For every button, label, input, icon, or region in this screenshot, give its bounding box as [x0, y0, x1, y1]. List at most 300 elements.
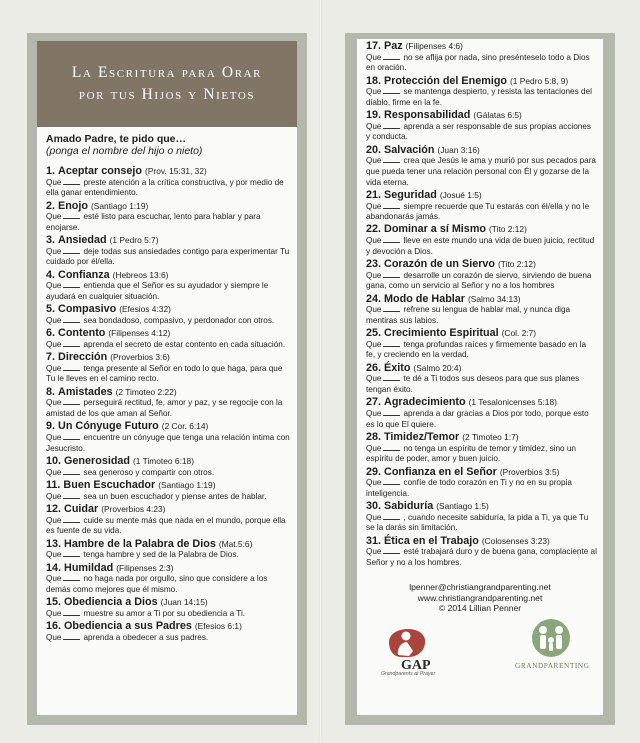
prayer-item-title: Amistades: [58, 385, 113, 398]
prayer-item-number: 6.: [46, 327, 56, 340]
prayer-item-body: [46, 633, 291, 644]
prayer-item-reference: (Col. 2:7): [501, 328, 537, 339]
logos-row: [357, 618, 603, 684]
copyright: © 2014 Lillian Penner: [438, 603, 522, 614]
prayer-item: [46, 562, 291, 596]
prayer-item-text: muestre su amor a Ti por su obediencia a Ti.: [83, 608, 246, 618]
prayer-item-title: Sabiduría: [384, 500, 434, 513]
prayer-item-text: siempre recuerde que Tu estarás con él/ella y no le abandonarás jamás.: [366, 201, 590, 222]
prayer-item-text: confíe de todo corazón en Ti y no en su propia inteligencia.: [366, 478, 572, 498]
prayer-item-body: [46, 247, 291, 268]
prayer-item-reference: (Juan 3:16): [437, 144, 480, 155]
prayer-item-heading: [46, 562, 291, 575]
prayer-item-text: aprenda a obedecer a sus padres.: [83, 632, 209, 642]
que-label: Que: [366, 52, 382, 62]
prayer-item-reference: (2 Cor. 6:14): [161, 421, 209, 432]
prayer-item-title: Confianza en el Señor: [384, 465, 497, 478]
card-fold: [319, 0, 322, 743]
right-panel: [345, 33, 615, 725]
title-banner: [37, 41, 297, 127]
que-label: Que: [366, 236, 382, 246]
prayer-item-number: 4.: [46, 268, 56, 281]
name-blank: [383, 127, 400, 129]
contact-block: [357, 582, 603, 613]
que-label: Que: [46, 491, 62, 501]
que-label: Que: [46, 315, 62, 325]
prayer-item-body: [46, 316, 291, 327]
prayer-item-number: 31.: [366, 534, 382, 547]
name-blank: [63, 521, 80, 523]
prayer-item-heading: [46, 620, 291, 633]
prayer-item-body: [46, 340, 291, 351]
prayer-item-number: 25.: [366, 327, 382, 340]
prayer-item-text: preste atención a la crítica constructiva, y por medio de ella ganar entendimiento.: [46, 177, 284, 198]
prayer-item-title: Buen Escuchador: [63, 479, 156, 491]
prayer-item-heading: [46, 165, 291, 178]
name-blank: [383, 449, 400, 451]
que-label: Que: [366, 478, 382, 488]
que-label: Que: [46, 574, 62, 584]
prayer-item-text: no tenga un espíritu de temor y timidez, sino un espíritu de poder, amor y buen juicio.: [366, 443, 576, 464]
que-label: Que: [366, 547, 382, 557]
name-blank: [383, 483, 400, 485]
prayer-item-body: [366, 513, 597, 534]
prayer-item-number: 1.: [46, 165, 56, 177]
contact-website[interactable]: www.christiangrandparenting.net: [417, 592, 543, 603]
prayer-item-title: Enojo: [58, 199, 89, 212]
prayer-item: [366, 466, 597, 500]
prayer-item-reference: (Proverbios 3:5): [499, 466, 560, 477]
prayer-item: [46, 269, 291, 303]
prayer-item-title: Generosidad: [64, 455, 131, 468]
que-label: Que: [366, 201, 382, 211]
prayer-item-body: [46, 609, 291, 620]
prayer-item-body: [366, 305, 597, 326]
prayer-item-title: Obediencia a sus Padres: [64, 620, 192, 633]
prayer-item-reference: (Prov. 15:31, 32): [145, 166, 207, 176]
prayer-item-reference: (Santiago 1:19): [91, 200, 149, 211]
prayer-item-heading: [366, 293, 597, 306]
prayer-item-reference: (Salmo 20:4): [413, 362, 462, 373]
que-label: Que: [46, 467, 62, 477]
prayer-item-text: desarrolle un corazón de siervo, sirviendo de buena gana, como un servicio al Señor y no a los hombres: [366, 270, 592, 291]
prayer-item-body: [366, 236, 597, 257]
prayer-item-heading: [46, 386, 291, 399]
prayer-item-title: Modo de Hablar: [384, 292, 465, 305]
prayer-item-reference: (Filipenses 2:3): [116, 562, 174, 573]
que-label: Que: [46, 281, 62, 291]
prayer-item-title: Protección del Enemigo: [384, 74, 508, 87]
prayer-item-heading: [366, 75, 597, 88]
que-label: Que: [366, 121, 382, 131]
prayer-item-reference: (Efesios 4:32): [119, 304, 171, 315]
que-label: Que: [46, 632, 62, 642]
prayer-item-reference: (Efesios 6:1): [194, 621, 242, 632]
prayer-item-reference: (Hebreos 13:6): [112, 269, 169, 280]
name-blank: [383, 310, 400, 312]
prayer-item: [46, 538, 291, 561]
prayer-item-number: 13.: [46, 537, 62, 550]
prayer-item-title: Agradecimiento: [384, 396, 466, 409]
name-blank: [63, 321, 80, 323]
prayer-item-reference: (Santiago 1:19): [158, 480, 216, 490]
gap-logo-letters: GAP: [401, 657, 431, 670]
que-label: Que: [46, 550, 62, 560]
prayer-item-heading: [366, 40, 597, 53]
prayer-item-reference: (Filipenses 4:6): [405, 41, 463, 51]
name-blank: [63, 403, 80, 405]
prayer-item-reference: (Josué 1:5): [439, 189, 482, 200]
prayer-item-number: 26.: [366, 361, 382, 374]
prayer-item-number: 7.: [46, 351, 56, 364]
prayer-item: [46, 351, 291, 385]
prayer-item-title: Ética en el Trabajo: [384, 534, 479, 547]
prayer-item: [366, 327, 597, 361]
right-panel-paper: [357, 39, 603, 715]
grandparenting-caption: GRANDPARENTING: [515, 660, 590, 670]
prayer-item-number: 2.: [46, 199, 56, 212]
prayer-item-title: Confianza: [58, 268, 110, 281]
prayer-item-body: [366, 122, 597, 143]
prayer-item-number: 9.: [46, 420, 56, 433]
prayer-item: [46, 327, 291, 350]
prayer-item-reference: (Colosenses 3:23): [481, 535, 550, 546]
prayer-item-body: [46, 550, 291, 561]
name-blank: [383, 58, 400, 60]
name-blank: [383, 518, 400, 520]
prayer-item: [366, 396, 597, 430]
prayer-item-reference: (Tito 2:12): [498, 259, 536, 270]
prayer-item-title: Responsabilidad: [384, 109, 471, 122]
prayer-item-reference: (1 Timoteo 6:18): [133, 456, 194, 467]
prayer-item-text: esté listo para escuchar, lento para hablar y para enojarse.: [46, 212, 261, 232]
que-label: Que: [46, 363, 62, 373]
prayer-item-body: [366, 478, 597, 499]
prayer-item-reference: (Gálatas 6:5): [473, 110, 522, 121]
name-blank: [383, 552, 400, 554]
prayer-item-heading: [366, 258, 597, 271]
prayer-item-heading: [46, 420, 291, 433]
prayer-item-text: sea generoso y compartir con otros.: [83, 467, 215, 477]
prayer-item: [46, 620, 291, 643]
name-blank: [63, 638, 80, 640]
prayer-item-number: 20.: [366, 143, 382, 156]
prayer-item-reference: (Tito 2:12): [489, 224, 527, 235]
prayer-list-left: [37, 157, 297, 643]
prayer-item-body: [366, 547, 597, 568]
prayer-item-heading: [366, 500, 597, 513]
prayer-item-number: 16.: [46, 620, 62, 633]
prayer-item-number: 27.: [366, 396, 382, 409]
prayer-item-title: Humildad: [64, 561, 114, 574]
prayer-item-body: [366, 374, 597, 395]
prayer-item: [366, 109, 597, 143]
prayer-item-title: Hambre de la Palabra de Dios: [64, 537, 216, 550]
prayer-item-heading: [46, 234, 291, 247]
que-label: Que: [366, 339, 382, 349]
prayer-item: [366, 144, 597, 188]
prayer-item-title: Aceptar consejo: [58, 165, 143, 177]
prayer-item-title: Paz: [384, 40, 403, 52]
prayer-item-number: 21.: [366, 188, 382, 201]
prayer-item-body: [46, 492, 291, 503]
prayer-item-body: [366, 53, 597, 74]
intro: [37, 127, 297, 157]
name-blank: [63, 497, 80, 499]
prayer-item: [366, 258, 597, 292]
name-blank: [63, 217, 80, 219]
prayer-item-number: 5.: [46, 303, 56, 316]
name-blank: [63, 473, 80, 475]
name-blank: [63, 369, 80, 371]
prayer-item-heading: [366, 109, 597, 122]
prayer-item-body: [46, 364, 291, 385]
name-blank: [383, 207, 400, 209]
prayer-item-title: Obediencia a Dios: [64, 596, 158, 609]
prayer-item-title: Compasivo: [58, 303, 117, 316]
que-label: Que: [46, 246, 62, 256]
prayer-item-number: 11.: [46, 479, 61, 491]
prayer-item-number: 18.: [366, 74, 382, 87]
prayer-item-reference: (1 Pedro 5:7): [109, 235, 159, 246]
prayer-item: [46, 596, 291, 619]
prayer-item-number: 12.: [46, 502, 62, 515]
prayer-item-heading: [366, 431, 597, 444]
prayer-item: [46, 200, 291, 234]
prayer-item-text: , cuando necesite sabiduría, la pida a Ti, ya que Tu se la darás sin limitación.: [366, 512, 589, 533]
prayer-item-number: 8.: [46, 385, 56, 398]
prayer-item-title: Contento: [58, 327, 106, 340]
contact-email[interactable]: lpenner@christiangrandparenting.net: [409, 582, 551, 593]
prayer-item-number: 3.: [46, 234, 56, 247]
prayer-item: [366, 431, 597, 465]
prayer-item: [46, 234, 291, 268]
prayer-item-heading: [366, 362, 597, 375]
prayer-item: [366, 362, 597, 396]
prayer-item-body: [46, 178, 291, 199]
prayer-item-text: tenga profundas raíces y firmemente basado en la fe, y creciendo en la verdad.: [366, 339, 586, 360]
left-panel: [27, 33, 307, 725]
prayer-item-text: se mantenga despierto, y resista las tentaciones del diablo, firme en la fe.: [366, 87, 592, 107]
title-line-2: por tus Hijos y Nietos: [78, 86, 256, 103]
prayer-item-body: [366, 340, 597, 361]
prayer-item-body: [46, 468, 291, 479]
que-label: Que: [46, 398, 62, 408]
prayer-item-text: aprenda el secreto de estar contento en cada situación.: [83, 339, 286, 349]
que-label: Que: [46, 515, 62, 525]
prayer-item-heading: [46, 200, 291, 213]
prayer-item: [46, 479, 291, 502]
que-label: Que: [366, 305, 382, 315]
prayer-item-body: [46, 516, 291, 537]
prayer-item-text: encuentre un cónyuge que tenga una relación intima con Jesucristo.: [46, 433, 290, 453]
prayer-item: [46, 165, 291, 199]
prayer-item-text: tenga presente al Señor en todo lo que haga, para que Tu le lleves en el camino recto.: [46, 363, 283, 384]
prayer-item-body: [46, 281, 291, 302]
prayer-item-title: Seguridad: [384, 188, 437, 201]
prayer-item-title: Salvación: [384, 143, 435, 156]
prayer-item-reference: (Mat.5:6): [218, 538, 253, 549]
prayer-item-reference: (Proverbios 3:6): [110, 352, 170, 363]
name-blank: [383, 241, 400, 243]
prayer-item-reference: (1 Pedro 5:8, 9): [510, 75, 569, 86]
que-label: Que: [46, 212, 62, 222]
prayer-item-title: Corazón de un Siervo: [384, 258, 496, 271]
prayer-item-body: [366, 271, 597, 292]
prayer-item-number: 28.: [366, 430, 382, 443]
prayer-item-number: 14.: [46, 561, 62, 574]
prayer-item-number: 22.: [366, 223, 382, 236]
prayer-item: [46, 503, 291, 537]
name-blank: [383, 161, 400, 163]
prayer-item-heading: [46, 479, 291, 492]
name-blank: [383, 345, 400, 347]
prayer-item-heading: [46, 503, 291, 516]
prayer-item-number: 29.: [366, 465, 382, 478]
prayer-item-reference: (Santiago 1:5): [436, 501, 489, 512]
que-label: Que: [366, 408, 382, 418]
prayer-item-title: Ansiedad: [58, 234, 107, 247]
prayer-item-text: sea bondadoso, compasivo, y perdonador con otros.: [83, 315, 275, 325]
prayer-item-reference: (1 Tesalonicenses 5:18): [468, 397, 557, 408]
prayer-item-number: 19.: [366, 109, 382, 122]
prayer-item-heading: [366, 189, 597, 202]
name-blank: [383, 414, 400, 416]
prayer-item: [366, 535, 597, 569]
que-label: Que: [366, 374, 382, 384]
prayer-item-title: Dominar a sí Mismo: [384, 223, 487, 236]
prayer-item-text: deje todas sus ansiedades contigo para experimentar Tu cuidado por él/ella.: [46, 246, 290, 267]
prayer-item-title: Éxito: [384, 361, 411, 374]
prayer-list-right: [357, 39, 603, 568]
prayer-item-title: Crecimiento Espiritual: [384, 327, 499, 340]
prayer-item-text: sea un buen escuchador y piense antes de hablar.: [83, 491, 267, 501]
que-label: Que: [366, 512, 382, 522]
prayer-item-text: perseguirá rectitud, fe, amor y paz, y se regocije con la amistad de los que aman al Señor.: [46, 398, 283, 419]
prayer-item-reference: (2 Timoteo 2:22): [115, 386, 177, 397]
prayer-item-text: lleve en este mundo una vida de buen juicio, rectitud y devoción a Dios.: [366, 236, 595, 256]
prayer-item-text: aprenda a ser responsable de sus propias acciones y conducta.: [366, 121, 592, 142]
prayer-item-heading: [366, 144, 597, 157]
prayer-item-number: 30.: [366, 500, 382, 513]
gap-logo-icon: [379, 620, 449, 670]
que-label: Que: [46, 339, 62, 349]
prayer-item-reference: (2 Timoteo 1:7): [462, 431, 519, 442]
name-blank: [383, 92, 400, 94]
gap-logo: [379, 620, 449, 682]
prayer-item-number: 15.: [46, 596, 62, 609]
prayer-item-number: 23.: [366, 258, 382, 271]
prayer-item-text: tenga hambre y sed de la Palabra de Dios.: [83, 550, 239, 560]
prayer-item-body: [366, 409, 597, 430]
prayer-item-text: entienda que el Señor es su ayudador y siempre le ayudará en cualquier situación.: [46, 281, 269, 301]
prayer-item: [366, 223, 597, 257]
name-blank: [63, 614, 80, 616]
prayer-item-heading: [366, 223, 597, 236]
que-label: Que: [46, 608, 62, 618]
prayer-item-body: [46, 574, 291, 595]
title-line-1: La Escritura para Orar: [71, 64, 263, 81]
prayer-item-heading: [46, 455, 291, 468]
prayer-item-reference: (Proverbios 4:23): [101, 503, 166, 514]
que-label: Que: [366, 443, 382, 453]
prayer-item-title: Dirección: [58, 351, 108, 364]
prayer-item-text: te dé a Ti todos sus deseos para que sus planes tengan éxito.: [366, 374, 580, 394]
left-panel-paper: [37, 41, 297, 715]
name-blank: [63, 345, 80, 347]
que-label: Que: [46, 177, 62, 187]
prayer-item-heading: [46, 269, 291, 282]
prayer-item: [366, 40, 597, 74]
prayer-item: [46, 386, 291, 420]
prayer-item: [46, 455, 291, 478]
prayer-item: [366, 500, 597, 534]
prayer-item: [366, 293, 597, 327]
prayer-item-reference: (Salmo 34:13): [468, 293, 521, 304]
prayer-item-heading: [46, 351, 291, 364]
prayer-item-text: refrene su lengua de hablar mal, y nunca diga mentiras sus labios.: [366, 305, 571, 325]
name-blank: [63, 286, 80, 288]
prayer-item-heading: [366, 396, 597, 409]
prayer-item-title: Un Cónyuge Futuro: [58, 420, 159, 433]
prayer-item-body: [46, 398, 291, 419]
que-label: Que: [366, 156, 382, 166]
prayer-item-heading: [366, 327, 597, 340]
intro-prayer: Amado Padre, te pido que…: [46, 133, 187, 145]
intro-note: (ponga el nombre del hijo o nieto): [46, 145, 203, 157]
prayer-item-text: aprenda a dar gracias a Dios por todo, porque esto es lo que El quiere.: [366, 408, 589, 429]
prayer-item-number: 24.: [366, 292, 382, 305]
prayer-item-text: cuide su mente más que nada en el mundo, porque ella es fuente de su vida.: [46, 515, 286, 536]
name-blank: [383, 276, 400, 278]
prayer-item: [366, 75, 597, 109]
prayer-item-heading: [46, 538, 291, 551]
prayer-item-number: 17.: [366, 40, 382, 52]
prayer-item-heading: [366, 535, 597, 548]
prayer-item-reference: (Filipenses 4:12): [108, 328, 171, 339]
prayer-item-body: [366, 444, 597, 465]
prayer-item-heading: [46, 596, 291, 609]
prayer-item: [46, 420, 291, 454]
grandparenting-logo: [513, 618, 589, 682]
name-blank: [383, 379, 400, 381]
prayer-item-title: Cuidar: [64, 502, 99, 515]
prayer-item: [46, 303, 291, 326]
prayer-item-text: esté trabajará duro y de buena gana, complaciente al Señor y no a los hombres.: [366, 547, 597, 567]
prayer-item-number: 10.: [46, 455, 62, 468]
prayer-item-reference: (Juan 14:15): [160, 597, 208, 608]
name-blank: [63, 252, 80, 254]
que-label: Que: [366, 270, 382, 280]
que-label: Que: [366, 87, 382, 97]
prayer-item-text: crea que Jesús le ama y murió por sus pecados para que pueda tener una relación personal con Él y gozarse de la vida eterna.: [366, 156, 596, 187]
name-blank: [63, 579, 80, 581]
name-blank: [63, 555, 80, 557]
prayer-item-text: no se aflija por nada, sino presénteselo todo a Dios en oración.: [366, 52, 590, 73]
prayer-item-heading: [366, 466, 597, 479]
prayer-item-text: no haga nada por orgullo, sino que considere a los demás como mejores que él mismo.: [46, 574, 268, 594]
prayer-item-body: [46, 433, 291, 454]
prayer-item-body: [366, 156, 597, 188]
prayer-item: [366, 189, 597, 223]
grandparenting-logo-icon: [513, 618, 589, 660]
name-blank: [63, 183, 80, 185]
prayer-item-heading: [46, 327, 291, 340]
prayer-item-title: Timidez/Temor: [384, 430, 460, 443]
name-blank: [63, 438, 80, 440]
prayer-item-body: [366, 87, 597, 108]
prayer-item-heading: [46, 303, 291, 316]
